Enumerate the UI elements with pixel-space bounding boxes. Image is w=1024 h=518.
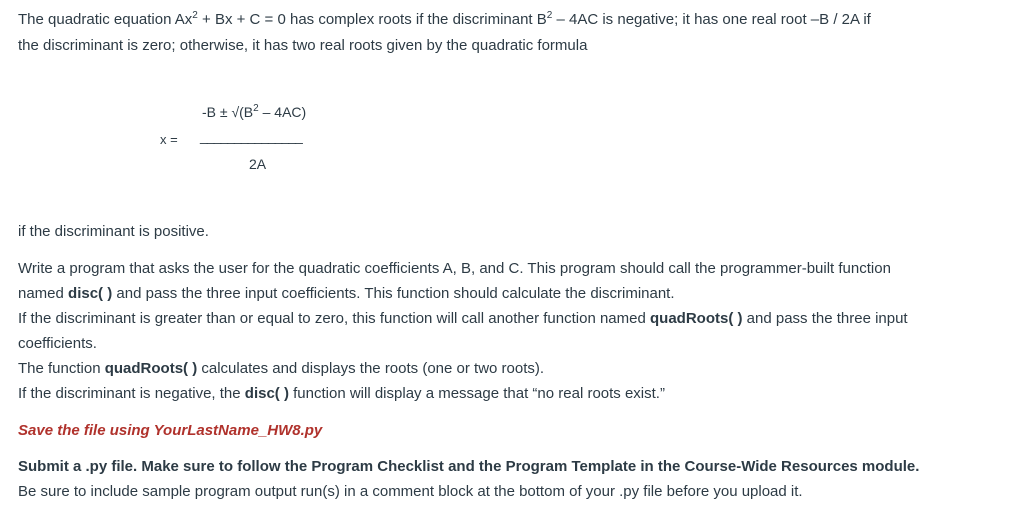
- text: function will display a message that “no real roots exist.”: [288, 385, 665, 402]
- intro-line-2: the discriminant is zero; otherwise, it has two real roots given by the quadratic formula: [18, 37, 588, 54]
- instruction-line-3: [18, 309, 908, 329]
- instruction-line-2: [18, 284, 675, 304]
- instruction-line-4: coefficients.: [18, 335, 97, 352]
- function-name-quadroots: quadRoots( ): [104, 360, 198, 377]
- submit-instructions: Submit a .py file. Make sure to follow the Program Checklist and the Program Template in the Course-Wide Resources module.: [18, 458, 920, 475]
- superscript: 2: [546, 10, 553, 21]
- instruction-line-1: Write a program that asks the user for the quadratic coefficients A, B, and C. This program should call the programmer-built function: [18, 260, 891, 277]
- text: The function: [18, 360, 105, 377]
- formula-lhs: x =: [160, 132, 178, 147]
- function-name-disc: disc( ): [244, 385, 289, 402]
- intro-line-1: [18, 10, 871, 30]
- instruction-line-5: [18, 359, 544, 379]
- text: calculates and displays the roots (one or two roots).: [197, 360, 545, 377]
- intro-text: The quadratic equation Ax: [18, 11, 193, 28]
- function-name-disc: disc( ): [68, 285, 113, 302]
- positive-line: if the discriminant is positive.: [18, 223, 209, 240]
- text: and pass the three input coefficients. This function should calculate the discriminant.: [112, 285, 675, 302]
- text: If the discriminant is greater than or equal to zero, this function will call another function named: [18, 310, 650, 327]
- function-name-quadroots: quadRoots( ): [650, 310, 743, 327]
- numerator-text: -B ± √(B: [202, 104, 254, 120]
- superscript: 2: [253, 103, 259, 114]
- text: and pass the three input: [742, 310, 908, 327]
- numerator-text: – 4AC): [258, 104, 307, 120]
- save-file-note: Save the file using YourLastName_HW8.py: [18, 422, 323, 439]
- intro-text: – 4AC is negative; it has one real root –B / 2A if: [552, 11, 871, 28]
- instruction-line-6: [18, 384, 665, 404]
- text: named: [18, 285, 69, 302]
- formula-numerator: [202, 104, 306, 120]
- text: If the discriminant is negative, the: [18, 385, 245, 402]
- formula-denominator: 2A: [249, 156, 267, 172]
- superscript: 2: [192, 10, 198, 21]
- sample-output-note: Be sure to include sample program output run(s) in a comment block at the bottom of your .py file before you upload it.: [18, 483, 803, 500]
- intro-text: + Bx + C = 0 has complex roots if the discriminant B: [197, 11, 547, 28]
- formula-fraction-bar: _______________: [200, 128, 302, 144]
